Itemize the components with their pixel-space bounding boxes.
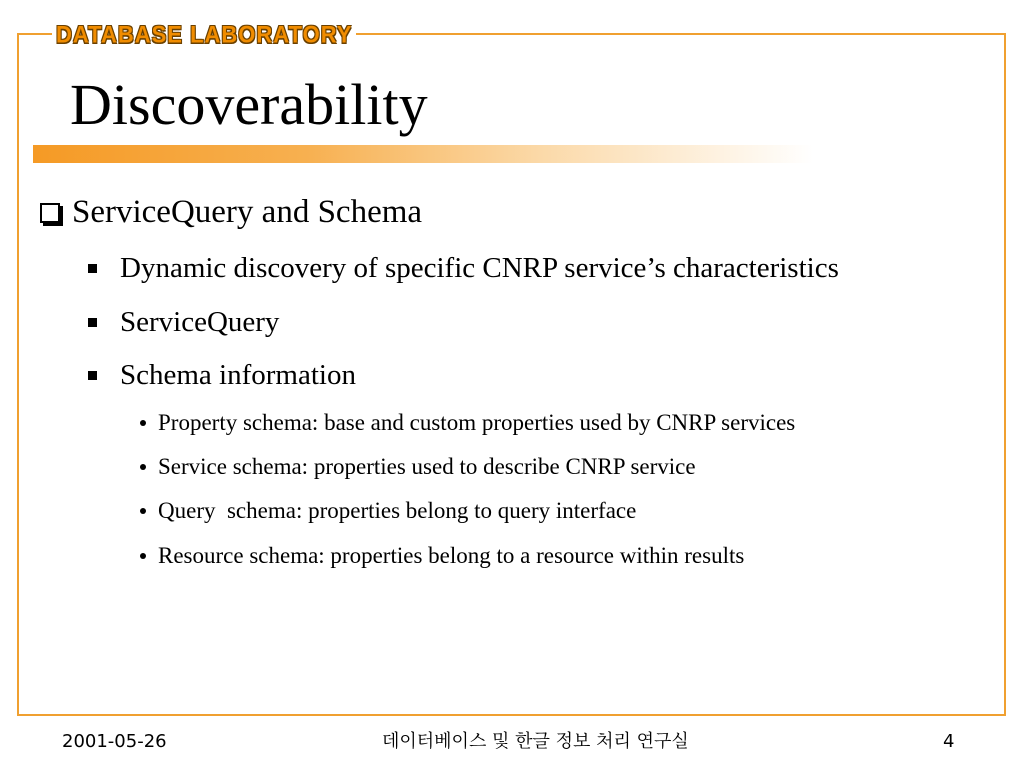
sub-bullet-text: Service schema: properties used to describe CNRP service <box>158 454 696 479</box>
heading-text: ServiceQuery and Schema <box>72 194 423 230</box>
bullet-text: Dynamic discovery of specific CNRP service’s characteristics <box>120 252 839 284</box>
sub-bullet-text: Resource schema: properties belong to a resource within results <box>158 543 745 568</box>
footer-org: 데이터베이스 및 한글 정보 처리 연구실 <box>382 731 689 752</box>
page-number: 4 <box>943 731 955 752</box>
dot-bullet-icon <box>140 508 146 514</box>
bullet-text: Schema information <box>120 359 356 391</box>
square-bullet-icon <box>88 318 97 327</box>
bullet-item <box>88 302 279 342</box>
sub-bullet-item <box>140 451 696 483</box>
heading-bullet <box>40 188 422 236</box>
dot-bullet-icon <box>140 420 146 426</box>
sub-bullet-item <box>140 540 744 572</box>
sub-bullet-item <box>140 407 795 439</box>
lab-logo: DATABASE LABORATORY <box>52 19 356 52</box>
bullet-item <box>88 248 839 288</box>
sub-bullet-item <box>140 495 636 527</box>
dot-bullet-icon <box>140 464 146 470</box>
title-underline-bar <box>33 145 813 163</box>
slide-title: Discoverability <box>70 72 428 137</box>
bullet-text: ServiceQuery <box>120 306 280 338</box>
square-bullet-icon <box>88 264 97 273</box>
footer-date: 2001-05-26 <box>62 731 167 752</box>
checkbox-bullet-icon <box>40 203 60 223</box>
sub-bullet-text: Query schema: properties belong to query interface <box>158 498 637 523</box>
dot-bullet-icon <box>140 553 146 559</box>
sub-bullet-text: Property schema: base and custom properties used by CNRP services <box>158 410 796 435</box>
bullet-item <box>88 355 356 395</box>
square-bullet-icon <box>88 371 97 380</box>
